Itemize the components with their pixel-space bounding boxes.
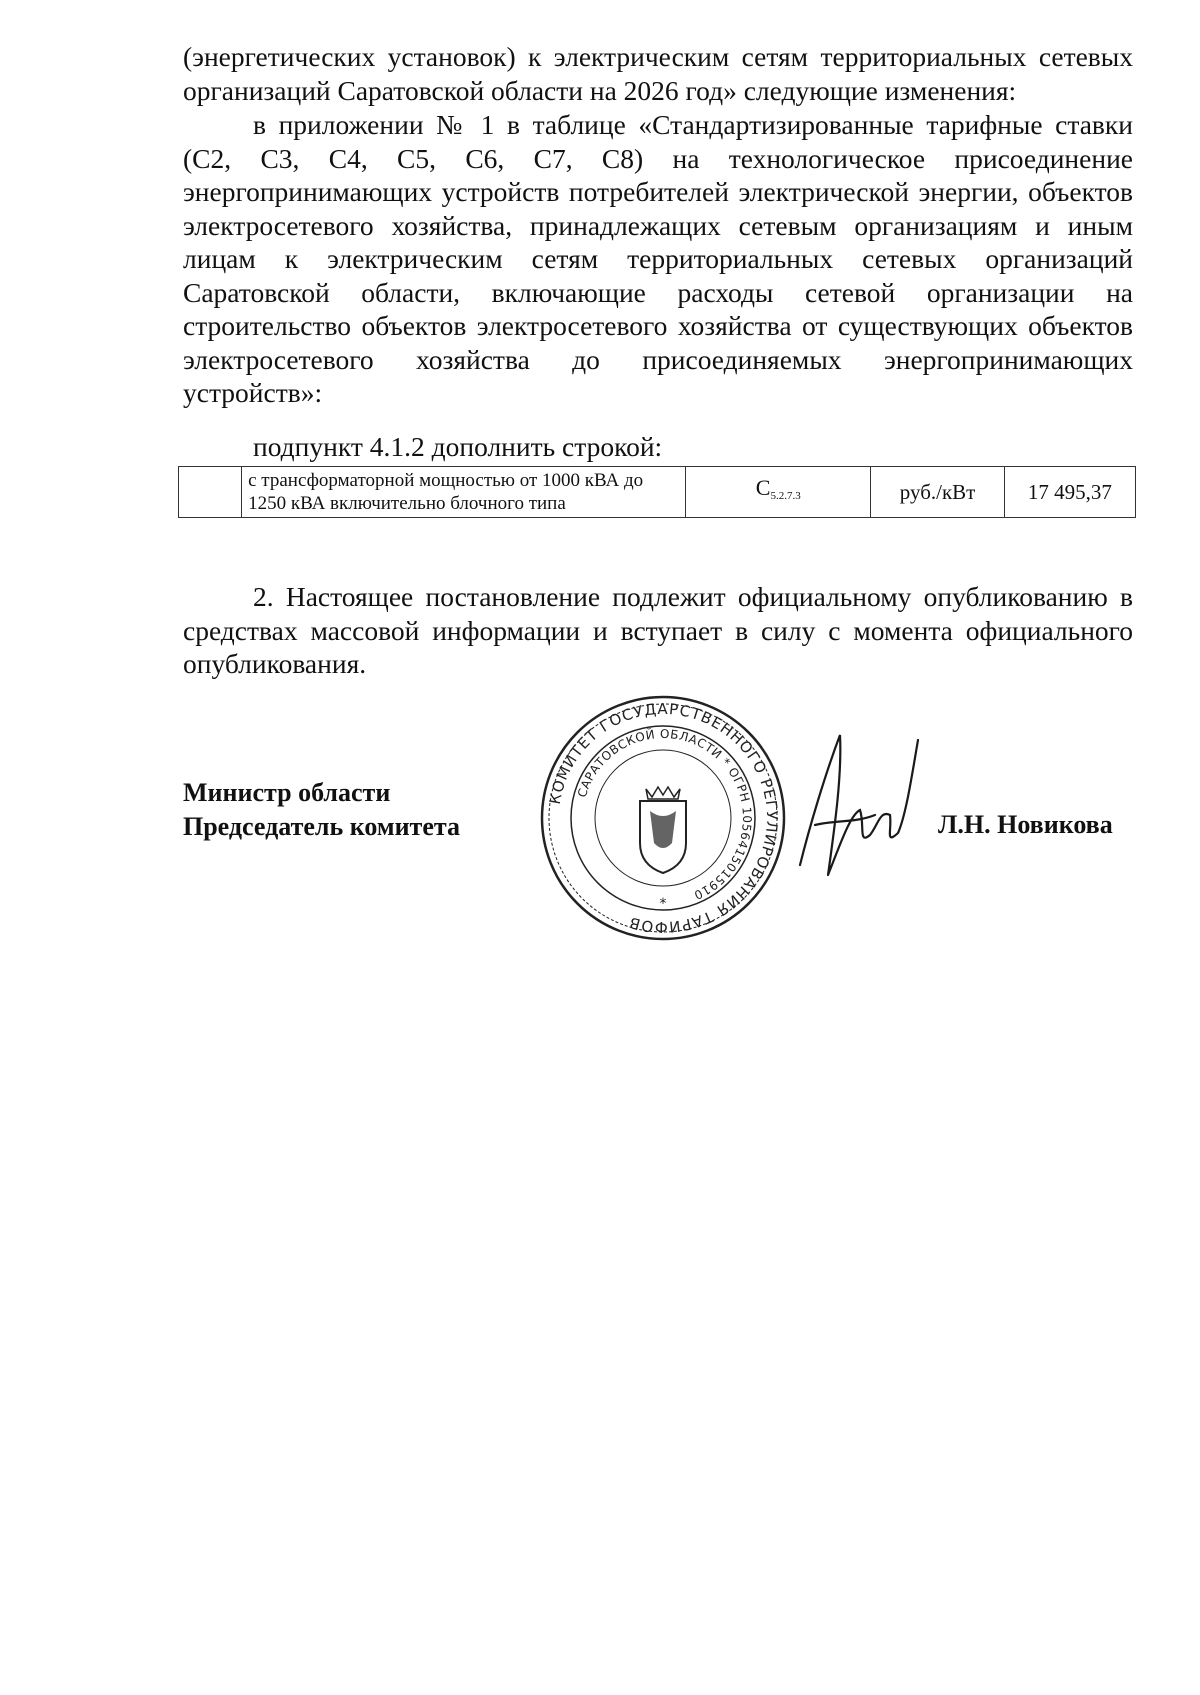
row-description-cell: с трансформаторной мощностью от 1000 кВА до 1250 кВА включительно блочного типа bbox=[242, 467, 686, 518]
signatory-title-line1: Министр области bbox=[183, 778, 391, 807]
row-number-cell bbox=[179, 467, 242, 518]
final-paragraph bbox=[183, 580, 1133, 681]
stamp-star-icon: * bbox=[659, 896, 667, 912]
code-base: С bbox=[755, 475, 771, 500]
subpoint-paragraph bbox=[253, 430, 662, 464]
signatory-title bbox=[183, 776, 460, 844]
intro-paragraph bbox=[183, 40, 1133, 107]
row-value-cell: 17 495,37 bbox=[1004, 467, 1135, 518]
tariff-table bbox=[178, 466, 1136, 518]
coat-of-arms-icon bbox=[640, 787, 686, 873]
signatory-name: Л.Н. Новикова bbox=[938, 810, 1113, 839]
subpoint-text: подпункт 4.1.2 дополнить строкой: bbox=[253, 431, 663, 462]
row-unit-cell: руб./кВт bbox=[871, 467, 1004, 518]
signatory-title-line2: Председатель комитета bbox=[183, 812, 460, 841]
handwritten-signature bbox=[780, 715, 930, 900]
final-text: 2. Настоящее постановление подлежит официальному опубликованию в средствах массовой информации и вступает в силу с момента официального опубликования. bbox=[183, 581, 1133, 679]
code-subscript: 5.2.7.3 bbox=[770, 490, 801, 502]
row-code-cell bbox=[686, 467, 871, 518]
stamp-inner-text: САРАТОВСКОЙ ОБЛАСТИ * ОГРН 1056415015910 bbox=[574, 726, 755, 903]
stamp-outer-text: КОМИТЕТ ГОСУДАРСТВЕННОГО РЕГУЛИРОВАНИЯ ТАРИФОВ bbox=[545, 699, 782, 937]
amendment-paragraph bbox=[183, 108, 1133, 410]
amendment-text: в приложении № 1 в таблице «Стандартизированные тарифные ставки (С2, С3, С4, С5, С6, С7, С8) на технологическое присоединение энергопринимающих устройств потребителей электрической энергии, объектов электросетевого хозяйства, принадлежащих сетевым организациям и иным лицам к электрическим сетям территориальных сетевых организаций Саратовской области, включающие расходы сетевой организации на строительство объектов электросетевого хозяйства от существующих объектов электросетевого хозяйства до присоединяемых энергопринимающих устройств»: bbox=[183, 109, 1133, 408]
intro-text: (энергетических установок) к электрическим сетям территориальных сетевых организаций Саратовской области на 2026 год» следующие изменения: bbox=[183, 41, 1133, 106]
table-row bbox=[179, 467, 1136, 518]
official-seal-stamp bbox=[538, 693, 788, 943]
